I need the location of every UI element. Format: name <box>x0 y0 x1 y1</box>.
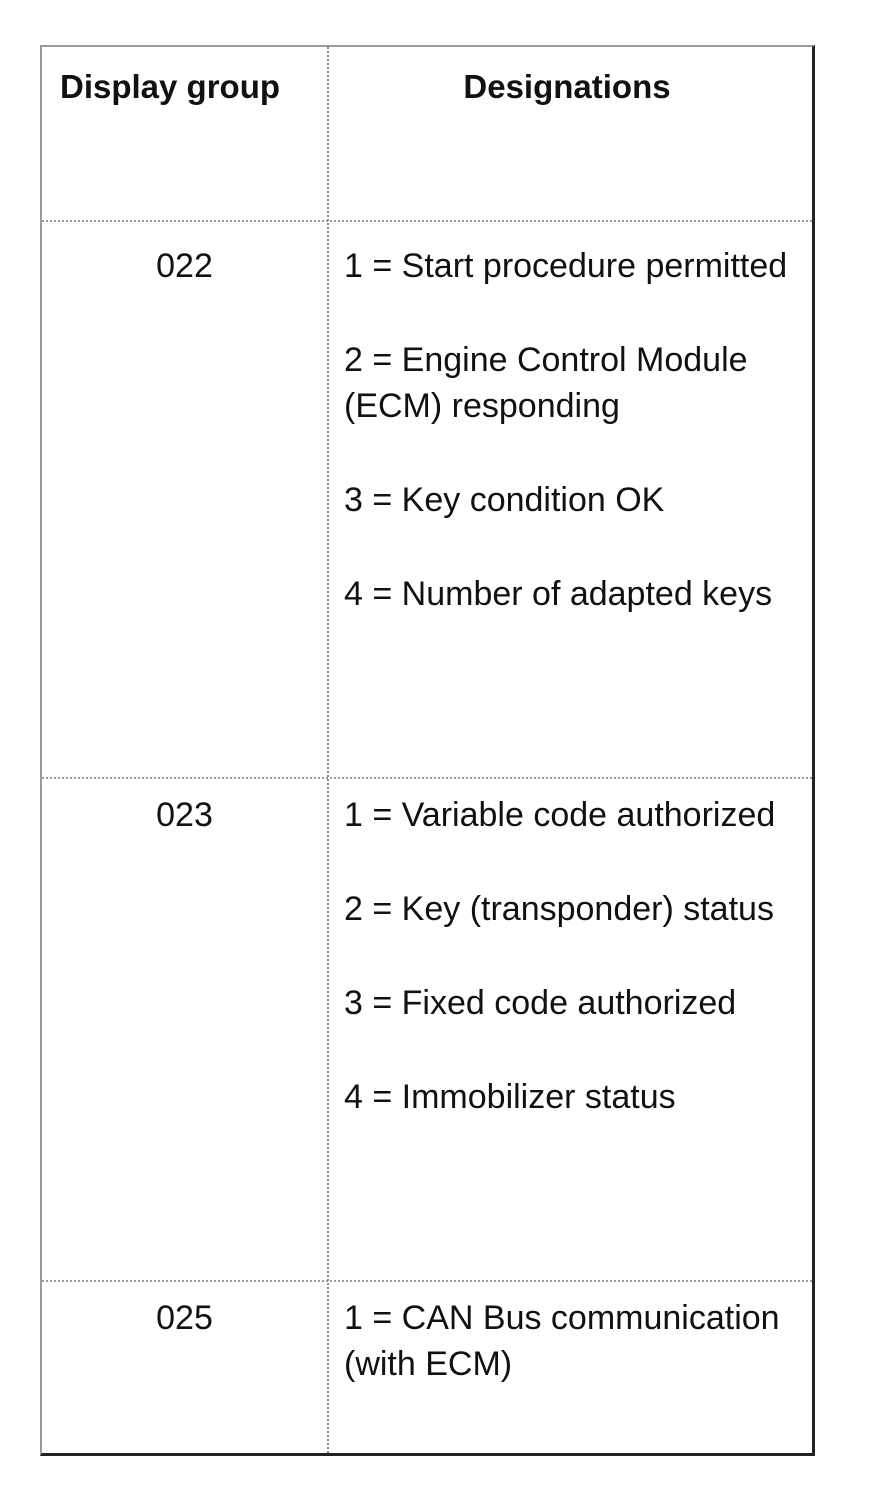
designation-item: 1 = CAN Bus communication (with ECM) <box>344 1299 780 1383</box>
header-display-group: Display group <box>60 68 281 105</box>
designation-item: 2 = Engine Control Module (ECM) responding <box>344 341 748 425</box>
row-divider <box>42 1280 812 1282</box>
designation-item: 4 = Immobilizer status <box>344 1078 676 1116</box>
designation-list-022 <box>344 243 804 665</box>
row-divider <box>42 220 812 222</box>
designation-item: 3 = Key condition OK <box>344 481 665 519</box>
designation-item: 1 = Variable code authorized <box>344 796 776 834</box>
designation-item: 1 = Start procedure permitted <box>344 247 788 285</box>
group-code-022: 022 <box>156 247 213 285</box>
header-designations: Designations <box>463 68 671 105</box>
group-code-025: 025 <box>156 1299 213 1337</box>
designation-list-023 <box>344 792 804 1168</box>
designation-item: 3 = Fixed code authorized <box>344 984 737 1022</box>
designation-item: 2 = Key (transponder) status <box>344 890 774 928</box>
designation-list-025 <box>344 1295 804 1435</box>
display-group-table <box>40 45 815 1456</box>
row-divider <box>42 777 812 779</box>
column-divider <box>327 47 329 1453</box>
designation-item: 4 = Number of adapted keys <box>344 575 773 613</box>
group-code-023: 023 <box>156 796 213 834</box>
